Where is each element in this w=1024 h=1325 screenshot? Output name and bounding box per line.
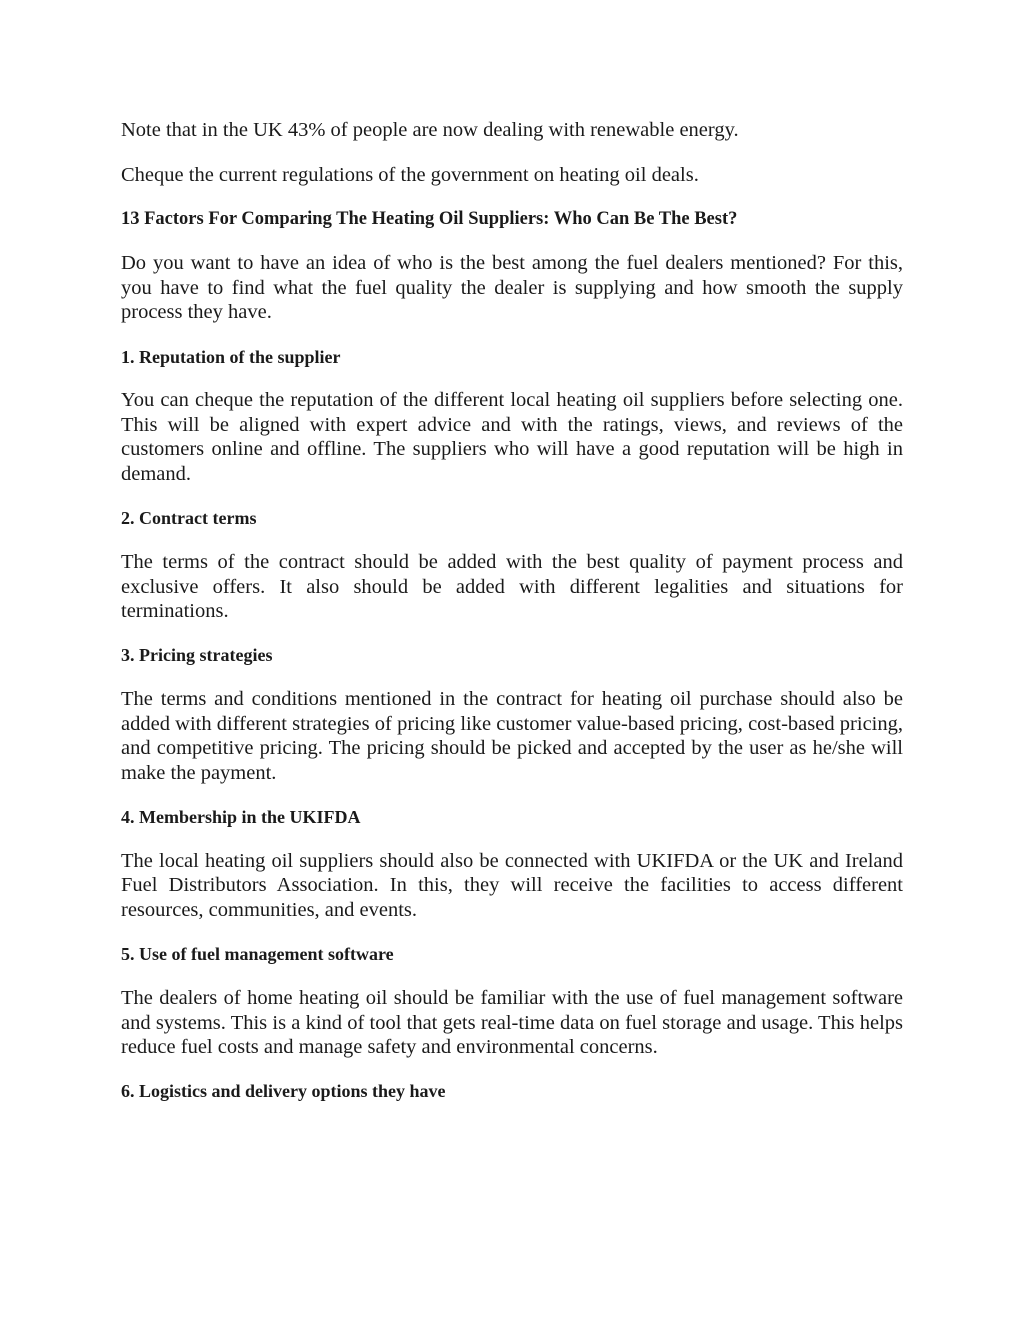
intro-paragraph-1: Note that in the UK 43% of people are now dealing with renewable energy. — [121, 119, 739, 141]
section-heading-fuel-software: 5. Use of fuel management software — [121, 944, 394, 965]
section-heading-contract-terms: 2. Contract terms — [121, 508, 257, 529]
section-body-contract-terms: The terms of the contract should be added with the best quality of payment process and exclusive offers. It also should be added with different legalities and situations for terminations. — [121, 550, 903, 623]
main-paragraph: Do you want to have an idea of who is the best among the fuel dealers mentioned? For this, you have to find what the fuel quality the dealer is supplying and how smooth the supply process they have. — [121, 251, 903, 324]
section-heading-reputation: 1. Reputation of the supplier — [121, 346, 341, 367]
intro-paragraph-2: Cheque the current regulations of the government on heating oil deals. — [121, 164, 699, 187]
section-heading-membership: 4. Membership in the UKIFDA — [121, 807, 361, 828]
section-body-pricing: The terms and conditions mentioned in the contract for heating oil purchase should also be added with different strategies of pricing like customer value-based pricing, cost-based pricing, and competitive pricing. The pricing should be picked and accepted by the user as he/she will make the payment. — [121, 687, 903, 785]
section-body-reputation: You can cheque the reputation of the different local heating oil suppliers before selecting one. This will be aligned with expert advice and with the ratings, views, and reviews of the customers online and offline. The suppliers who will have a good reputation will be high in demand. — [121, 389, 903, 486]
document-page — [121, 118, 903, 1123]
section-body-membership: The local heating oil suppliers should also be connected with UKIFDA or the UK and Ireland Fuel Distributors Association. In this, they will receive the facilities to access different resources, communities, and events. — [121, 849, 903, 922]
section-body-fuel-software: The dealers of home heating oil should be familiar with the use of fuel management software and systems. This is a kind of tool that gets real-time data on fuel storage and usage. This helps reduce fuel costs and manage safety and environmental concerns. — [121, 986, 903, 1059]
main-heading: 13 Factors For Comparing The Heating Oil Suppliers: Who Can Be The Best? — [121, 209, 738, 230]
section-heading-logistics: 6. Logistics and delivery options they have — [121, 1081, 446, 1102]
section-heading-pricing: 3. Pricing strategies — [121, 645, 273, 666]
